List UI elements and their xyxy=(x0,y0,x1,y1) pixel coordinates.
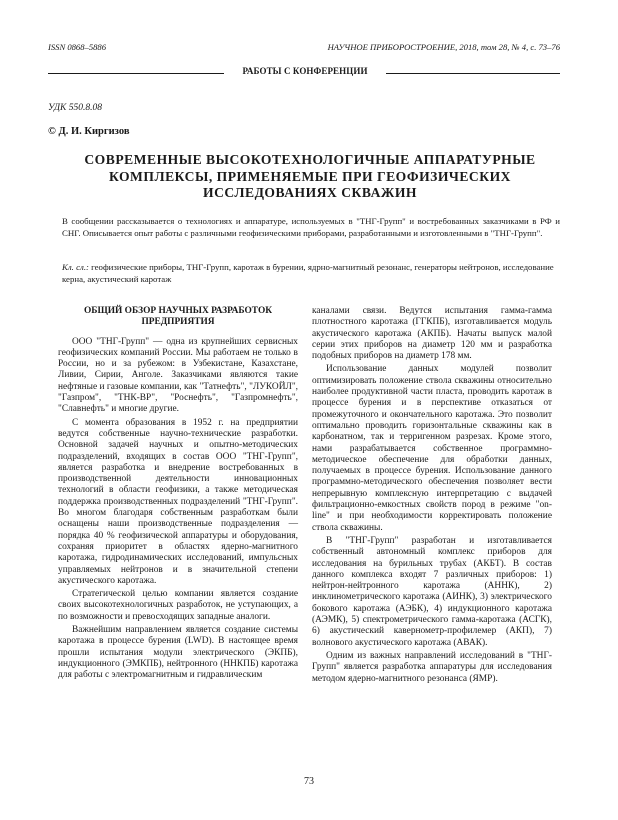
keywords xyxy=(62,262,560,285)
paragraph: ООО "ТНГ-Групп" — одна из крупнейших сервисных геофизических компаний России. Мы работаем не только в России, но и за рубежом: в Узбекистане, Казахстане, Ливии, Сирии, Анголе. Заказчиками являются такие нефтяные и газовые компании, как "Татнефть", "ЛУКОЙЛ", "Газпром", "ТНК-ВР", "Роснефть", "Газпромнефть", "Славнефть" и многие другие. xyxy=(58,336,298,415)
left-column xyxy=(58,306,298,684)
section-rule-right xyxy=(386,73,560,74)
paragraph: С момента образования в 1952 г. на предприятии ведутся собственные научно-технические разработки. Основной задачей научных и опытно-методических подразделений, входящих в состав ООО "ТНГ-Групп", является разработка и внедрение востребованных в производственной деятельности инновационных технологий в области геофизики, а также методическая поддержка производственных подразделений "ТНГ-Групп". Во многом благодаря собственным разработкам были оснащены наши производственные подразделения — порядка 40 % геофизической аппаратуры и оборудования, сохраняя приоритет в областях ядерно-магнитного каротажа, гидродинамических исследований, импульсных управляемых нейтронов и в значительной степени акустического каротажа. xyxy=(58,417,298,586)
udk-code: УДК 550.8.08 xyxy=(48,103,102,113)
keywords-label: Кл. сл.: xyxy=(62,262,89,272)
paragraph: Одним из важных направлений исследований в "ТНГ-Групп" является разработка аппаратуры для исследования методом ядерно-магнитного резонанса (ЯМР). xyxy=(312,650,552,684)
page-number: 73 xyxy=(304,776,314,787)
section-rule xyxy=(48,66,560,80)
abstract: В сообщении рассказывается о технологиях и аппаратуре, используемых в "ТНГ-Групп" и востребованных заказчиками в РФ и СНГ. Описывается опыт работы с различными геофизическими приборами, разработанными и изготовленными в "ТНГ-Групп". xyxy=(62,216,560,238)
paragraph: В "ТНГ-Групп" разработан и изготавливается собственный автономный комплекс приборов для исследования на бурильных трубах (АКБТ). В состав данного комплекса входят 7 различных приборов: 1) нейтрон-нейтронного каротажа (АННК), 2) инклинометрического каротажа (АИНК), 3) электрического бокового каротажа (АЭБК), 4) индукционного каротажа (АЭМК), 5) спектрометрического гамма-каротажа (АСГК), 6) акустический кавернометр-профилемер (АКП), 7) волнового акустического каротажа (АВАК). xyxy=(312,535,552,648)
section-heading: ОБЩИЙ ОБЗОР НАУЧНЫХ РАЗРАБОТОК ПРЕДПРИЯТИЯ xyxy=(83,306,273,328)
section-title: РАБОТЫ С КОНФЕРЕНЦИИ xyxy=(242,66,368,76)
author: © Д. И. Киргизов xyxy=(48,126,130,137)
section-rule-left xyxy=(48,73,224,74)
article-title: СОВРЕМЕННЫЕ ВЫСОКОТЕХНОЛОГИЧНЫЕ АППАРАТУРНЫЕ КОМПЛЕКСЫ, ПРИМЕНЯЕМЫЕ ПРИ ГЕОФИЗИЧЕСКИХ ИССЛЕДОВАНИЯХ СКВАЖИН xyxy=(84,152,536,201)
paragraph: каналами связи. Ведутся испытания гамма-гамма плотностного каротажа (ГГКПБ), изготавливается модуль акустического каротажа (АКПБ). Начаты выпуск малой серии этих приборов на диаметр 120 мм и разработка подобных приборов на диаметр 178 мм. xyxy=(312,306,552,362)
right-column xyxy=(312,306,552,687)
paragraph: Стратегической целью компании является создание своих высокотехнологичных разработок, не уступающих, а по возможности и превосходящих западные аналоги. xyxy=(58,589,298,622)
paragraph: Важнейшим направлением является создание системы каротажа в процессе бурения (LWD). В настоящее время прошли испытания модули электрического (ЭКПБ), индукционного (ЭМКПБ), нейтронного (ННКПБ) каротажа для работы с электромагнитным и гидравлическим xyxy=(58,625,298,681)
keywords-text: геофизические приборы, ТНГ-Групп, каротаж в бурении, ядрно-магнитный резонанс, генераторы нейтронов, исследование керна, акустический каротаж xyxy=(62,262,554,284)
journal-reference: НАУЧНОЕ ПРИБОРОСТРОЕНИЕ, 2018, том 28, № 4, с. 73–76 xyxy=(327,42,560,52)
paragraph: Использование данных модулей позволит оптимизировать положение ствола скважины относительно наиболее продуктивной части пласта, проводить каротаж в процессе бурения и в перспективе отказаться от промежуточного и окончательного каротажа. Это позволит оптимально проводить горизонтальные скважины как в карбонатном, так и терригенном разрезах. Кроме этого, нами разрабатывается собственное программно-методическое обеспечение для обработки данных, получаемых в процессе бурения. Использование данного программно-методического обеспечения позволяет вести непрерывную комплексную интерпретацию с выдачей фильтрационно-емкостных свойств пород в режиме "on-line" и при необходимости корректировать положение ствола скважины. xyxy=(312,364,552,533)
issn: ISSN 0868–5886 xyxy=(48,42,107,52)
